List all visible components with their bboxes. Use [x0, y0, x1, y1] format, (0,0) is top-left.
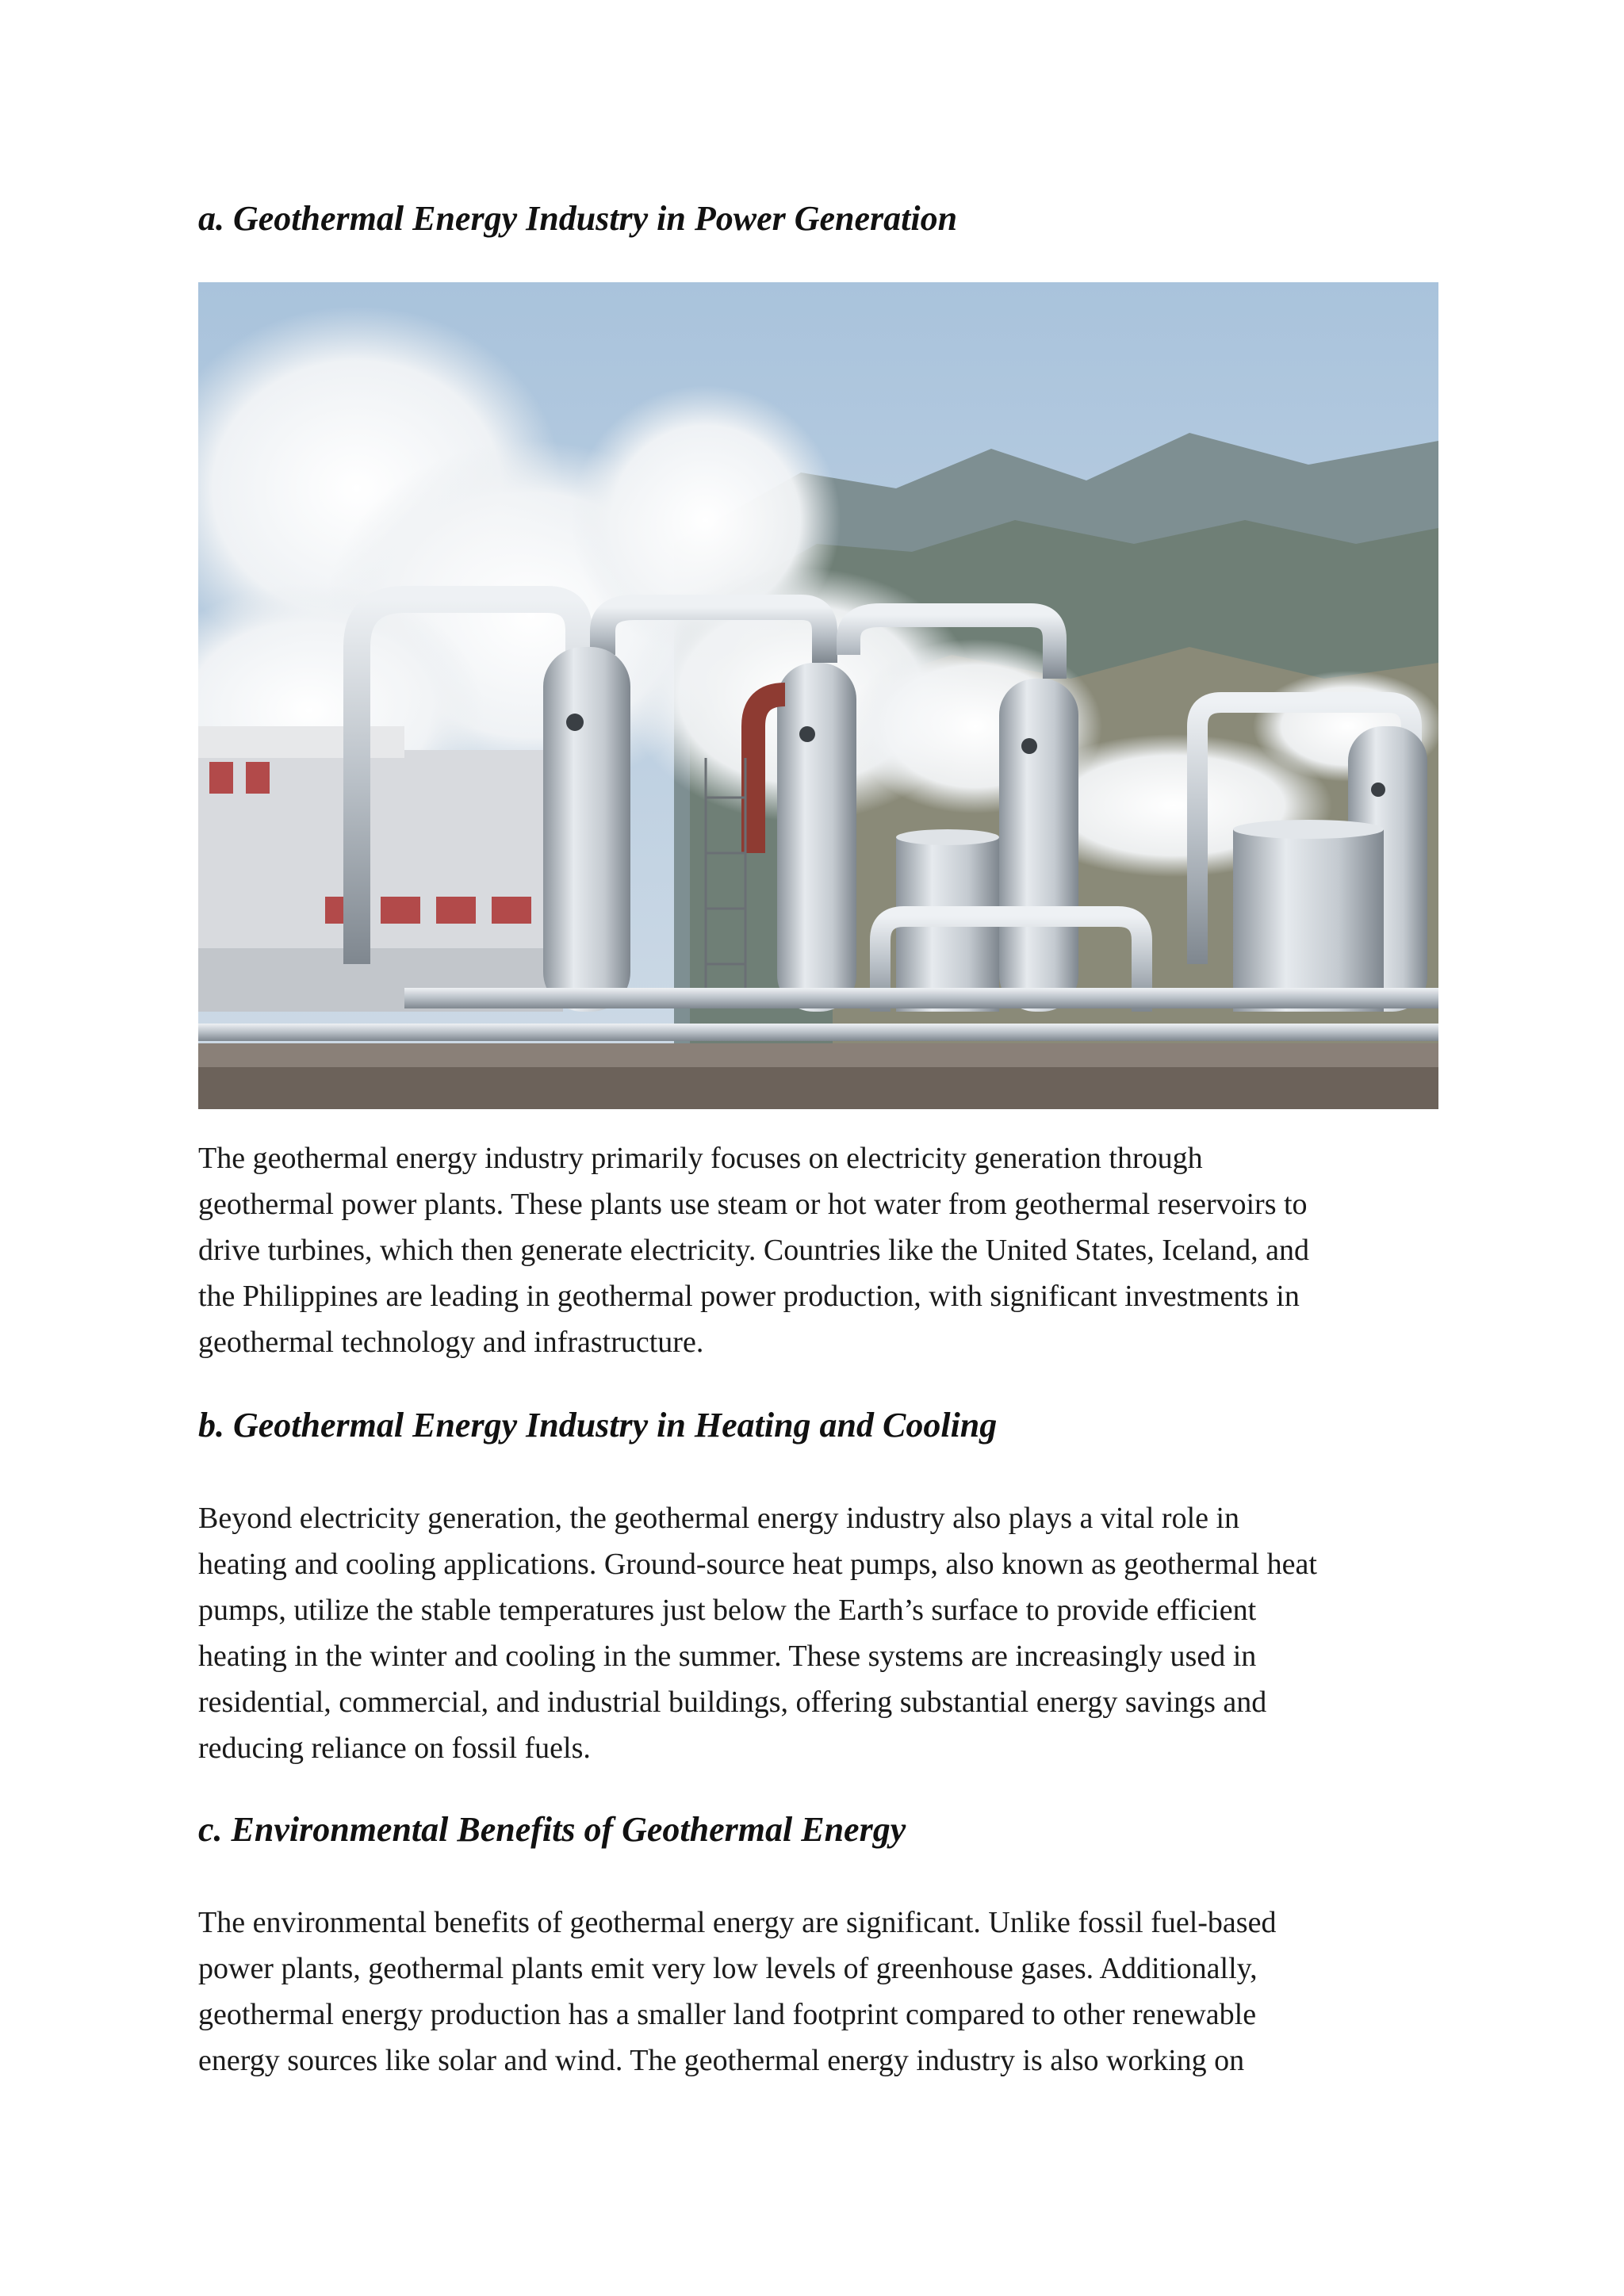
paragraph-line: drive turbines, which then generate electricity. Countries like the United States, Iceland, and [198, 1234, 1309, 1267]
paragraph-line: geothermal energy production has a smaller land footprint compared to other renewable [198, 1998, 1257, 2031]
paragraph-line: geothermal power plants. These plants use steam or hot water from geothermal reservoirs to [198, 1188, 1308, 1221]
section-heading-power-generation: a. Geothermal Energy Industry in Power Generation [198, 199, 958, 238]
paragraph-line: reducing reliance on fossil fuels. [198, 1732, 591, 1765]
paragraph-line: power plants, geothermal plants emit very low levels of greenhouse gases. Additionally, [198, 1952, 1258, 1985]
paragraph-line: energy sources like solar and wind. The geothermal energy industry is also working on [198, 2044, 1245, 2077]
paragraph-line: pumps, utilize the stable temperatures just below the Earth’s surface to provide efficient [198, 1594, 1257, 1627]
paragraph-line: The environmental benefits of geothermal energy are significant. Unlike fossil fuel-based [198, 1906, 1277, 1939]
geothermal-plant-photo [198, 282, 1438, 1109]
section-paragraph-power-generation [198, 1135, 1435, 1365]
paragraph-line: The geothermal energy industry primarily focuses on electricity generation through [198, 1142, 1203, 1175]
paragraph-line: geothermal technology and infrastructure. [198, 1326, 704, 1359]
section-paragraph-environmental-benefits [198, 1900, 1435, 2084]
paragraph-line: residential, commercial, and industrial buildings, offering substantial energy savings and [198, 1686, 1267, 1719]
paragraph-line: the Philippines are leading in geothermal power production, with significant investments in [198, 1280, 1300, 1313]
section-paragraph-heating-cooling [198, 1495, 1435, 1771]
section-heading-environmental-benefits: c. Environmental Benefits of Geothermal Energy [198, 1810, 906, 1849]
paragraph-line: heating in the winter and cooling in the summer. These systems are increasingly used in [198, 1640, 1257, 1673]
paragraph-line: Beyond electricity generation, the geothermal energy industry also plays a vital role in [198, 1502, 1240, 1535]
paragraph-line: heating and cooling applications. Ground-source heat pumps, also known as geothermal heat [198, 1548, 1317, 1581]
section-heading-heating-cooling: b. Geothermal Energy Industry in Heating and Cooling [198, 1406, 998, 1445]
